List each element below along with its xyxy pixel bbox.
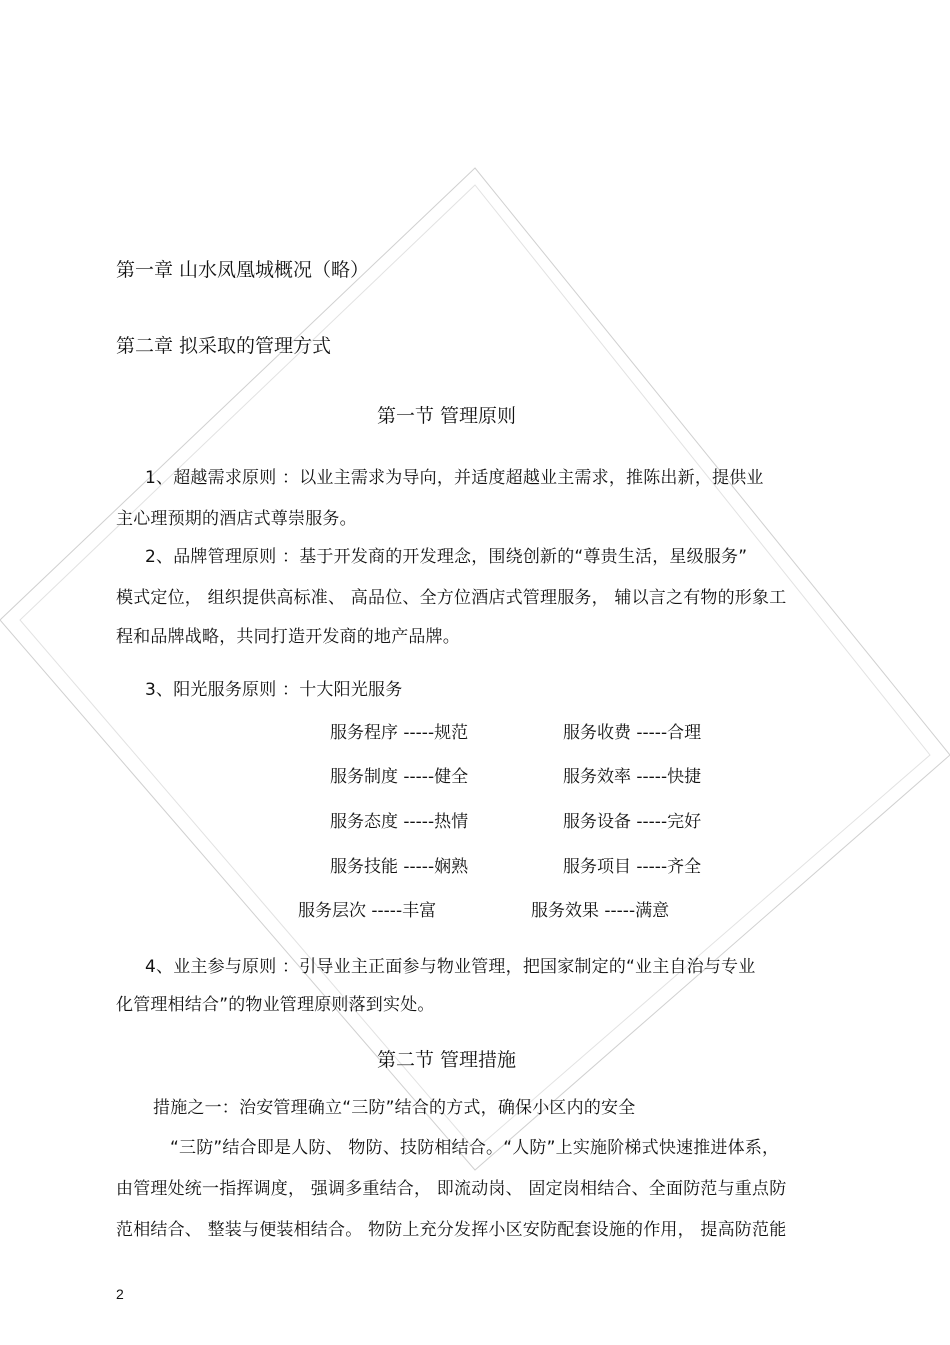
section-2-heading: 第二节 管理措施 bbox=[377, 1049, 517, 1071]
principle-1-line-2: 主心理预期的酒店式尊崇服务。 bbox=[116, 509, 357, 529]
measure-1-line-1: “三防”结合即是人防、 物防、技防相结合。“人防”上实施阶梯式快速推进体系， bbox=[170, 1138, 780, 1158]
section-1-heading: 第一节 管理原则 bbox=[377, 405, 517, 427]
service-item: 服务效率 -----快捷 bbox=[563, 767, 702, 787]
chapter-1-heading: 第一章 山水凤凰城概况（略） bbox=[116, 259, 370, 281]
principle-1-line-1: 1、超越需求原则 ：以业主需求为导向，并适度超越业主需求，推陈出新，提供业 bbox=[145, 468, 764, 488]
service-item: 服务技能 -----娴熟 bbox=[330, 857, 469, 877]
service-item: 服务设备 -----完好 bbox=[563, 812, 702, 832]
measure-1-line-3: 范相结合、 整装与便装相结合。 物防上充分发挥小区安防配套设施的作用， 提高防范能 bbox=[116, 1220, 787, 1240]
principle-2-line-1: 2、品牌管理原则 ：基于开发商的开发理念，围绕创新的“尊贵生活，星级服务” bbox=[145, 547, 748, 567]
service-item: 服务层次 -----丰富 bbox=[298, 901, 437, 921]
service-item: 服务项目 -----齐全 bbox=[563, 857, 702, 877]
page-number: 2 bbox=[116, 1286, 124, 1302]
measure-1-line-2: 由管理处统一指挥调度， 强调多重结合， 即流动岗、 固定岗相结合、全面防范与重点防 bbox=[116, 1179, 787, 1199]
service-item: 服务态度 -----热情 bbox=[330, 812, 469, 832]
service-item: 服务收费 -----合理 bbox=[563, 723, 702, 743]
principle-3-line-1: 3、阳光服务原则 ：十大阳光服务 bbox=[145, 680, 403, 700]
principle-4-line-2: 化管理相结合”的物业管理原则落到实处。 bbox=[116, 995, 435, 1015]
service-item: 服务效果 -----满意 bbox=[531, 901, 670, 921]
measure-1-title: 措施之一：治安管理确立“三防”结合的方式，确保小区内的安全 bbox=[153, 1098, 636, 1118]
chapter-2-heading: 第二章 拟采取的管理方式 bbox=[116, 335, 332, 357]
principle-4-line-1: 4、业主参与原则 ：引导业主正面参与物业管理，把国家制定的“业主自治与专业 bbox=[145, 957, 756, 977]
service-item: 服务程序 -----规范 bbox=[330, 723, 469, 743]
principle-2-line-3: 程和品牌战略，共同打造开发商的地产品牌。 bbox=[116, 627, 460, 647]
principle-2-line-2: 模式定位， 组织提供高标准、 高品位、全方位酒店式管理服务， 辅以言之有物的形象工 bbox=[116, 588, 787, 608]
service-item: 服务制度 -----健全 bbox=[330, 767, 469, 787]
